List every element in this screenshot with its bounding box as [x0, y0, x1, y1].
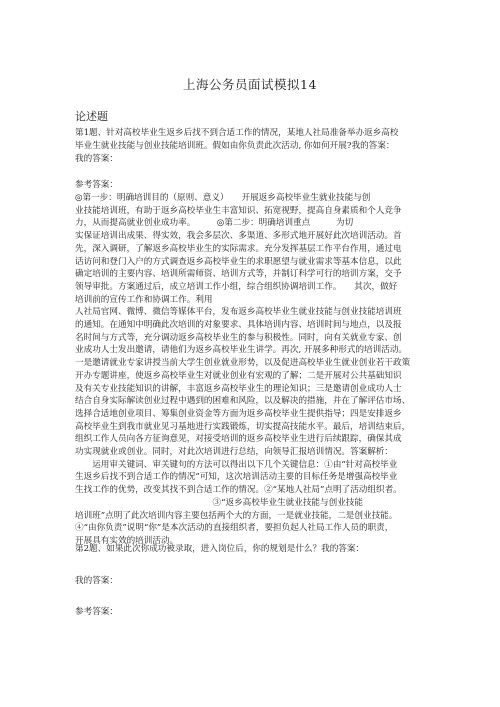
answer-line: 培训班”点明了此次培训内容主要包括两个大的方面，一是就业技能，二是创业技能。 — [75, 510, 398, 521]
answer-line: 结合自身实际解读创业过程中遇到的困难和风险，以及解决的措施，并在了解评估市场、 — [75, 396, 411, 407]
answer-line: 力，从而提高就业创业成功率。 ◎第二步：明确培训重点 为切 — [75, 218, 354, 229]
page-title: 上海公务员面试模拟14 — [183, 77, 317, 92]
answer-line: 生找工作的优势，改变其找不到合适工作的情况。②“某地人社局”点明了活动组织者。 — [75, 485, 402, 496]
answer-line: 名时间与方式等，充分调动返乡高校毕业生的参与积极性。同时，向有关就业专家、创 — [75, 332, 402, 343]
answer-line: 业技能培训班，有助于返乡高校毕业生丰富知识、拓宽视野，提高自身素质和个人竞争 — [75, 205, 402, 216]
answer-line: 人社局官网、微博、微信等媒体平台，发布返乡高校毕业生就业技能与创业技能培训班 — [75, 307, 402, 318]
answer-line: ◎第一步：明确培训目的（原则、意义） 开展返乡高校毕业生就业技能与创 — [75, 193, 371, 203]
question-1-line: 第1题、针对高校毕业生返乡后找不到合适工作的情况，某地人社局准备举办返乡高校 — [75, 128, 399, 138]
my-answer-label-1: 我的答案： — [75, 154, 118, 164]
answer-line: 领导审批。方案通过后，成立培训工作小组，综合组织协调培训工作。 其次，做好 — [75, 281, 398, 292]
answer-line: 生返乡后找不到合适工作的情况”可知，这次培训活动主要的目标任务是增强高校毕业 — [75, 472, 398, 483]
my-answer-label-2: 我的答案： — [75, 576, 118, 586]
answer-line: 实保证培训出成果、得实效，我会多层次、多渠道、多形式地开展好此次培训活动。首 — [75, 231, 402, 242]
answer-line: ③“返乡高校毕业生就业技能与创业技能 — [75, 497, 363, 508]
reference-answer-1-body — [75, 192, 427, 548]
question-2: 第2题、如果此次你成功被录取，进入岗位后，你的规划是什么？我的答案： — [75, 544, 365, 554]
answer-line: 高校毕业生到我市就业见习基地进行实践锻炼，切实提高技能水平。最后，培训结束后， — [75, 421, 411, 432]
answer-line: 开办专题讲座，使返乡高校毕业生对就业创业有宏观的了解；二是开展对公共基础知识 — [75, 370, 402, 381]
answer-line: 组织工作人员向各方征询意见，对接受培训的返乡高校毕业生进行后续跟踪，确保其成 — [75, 434, 402, 445]
answer-line: 先，深入调研，了解返乡高校毕业生的实际需求。充分发挥基层工作平台作用，通过电 — [75, 243, 402, 254]
answer-line: 确定培训的主要内容、培训所需师资、培训方式等，并制订科学可行的培训方案，交予 — [75, 269, 402, 280]
answer-line: ④“由你负责”说明“你”是本次活动的直接组织者，要担负起人社局工作人员的职责， — [75, 523, 394, 534]
answer-line: 业成功人士发出邀请，请他们为返乡高校毕业生讲学。再次, 开展多种形式的培训活动。 — [75, 345, 408, 356]
answer-line: 的通知。在通知中明确此次培训的对象要求、具体培训内容、培训时间与地点，以及报 — [75, 320, 402, 331]
reference-answer-label-2: 参考答案： — [75, 607, 118, 617]
answer-line: 培训前的宣传工作和协调工作。利用 — [75, 294, 213, 305]
answer-line: 运用审关键词、审关键句的方法可以得出以下几个关键信息：①由“针对高校毕业 — [75, 459, 398, 470]
answer-line: 及有关专业技能知识的讲解，丰富返乡高校毕业生的理论知识；三是邀请创业成功人士 — [75, 383, 402, 394]
reference-answer-label-1: 参考答案： — [75, 180, 118, 190]
answer-line: 一是邀请就业专家讲授当前大学生创业就业形势，以及促进高校毕业生就业创业若干政策 — [75, 358, 411, 369]
question-1 — [75, 127, 427, 152]
answer-line: 话访问和登门入户的方式调查返乡高校毕业生的求职愿望与就业需求等基本信息，以此 — [75, 256, 402, 267]
question-1-line: 毕业生就业技能与创业技能培训班。假如由你负责此次活动, 你如何开展?我的答案： — [75, 140, 395, 151]
answer-line: 选择合适地创业项目、筹集创业资金等方面为返乡高校毕业生提供指导；四是安排返乡 — [75, 408, 402, 419]
section-heading: 论述题 — [75, 110, 108, 123]
answer-line: 功实现就业或创业。同时，对此次培训进行总结，向领导汇报培训情况。答案解析： — [75, 447, 393, 458]
answer-line: 开展具有实效的培训活动。 — [75, 535, 179, 546]
